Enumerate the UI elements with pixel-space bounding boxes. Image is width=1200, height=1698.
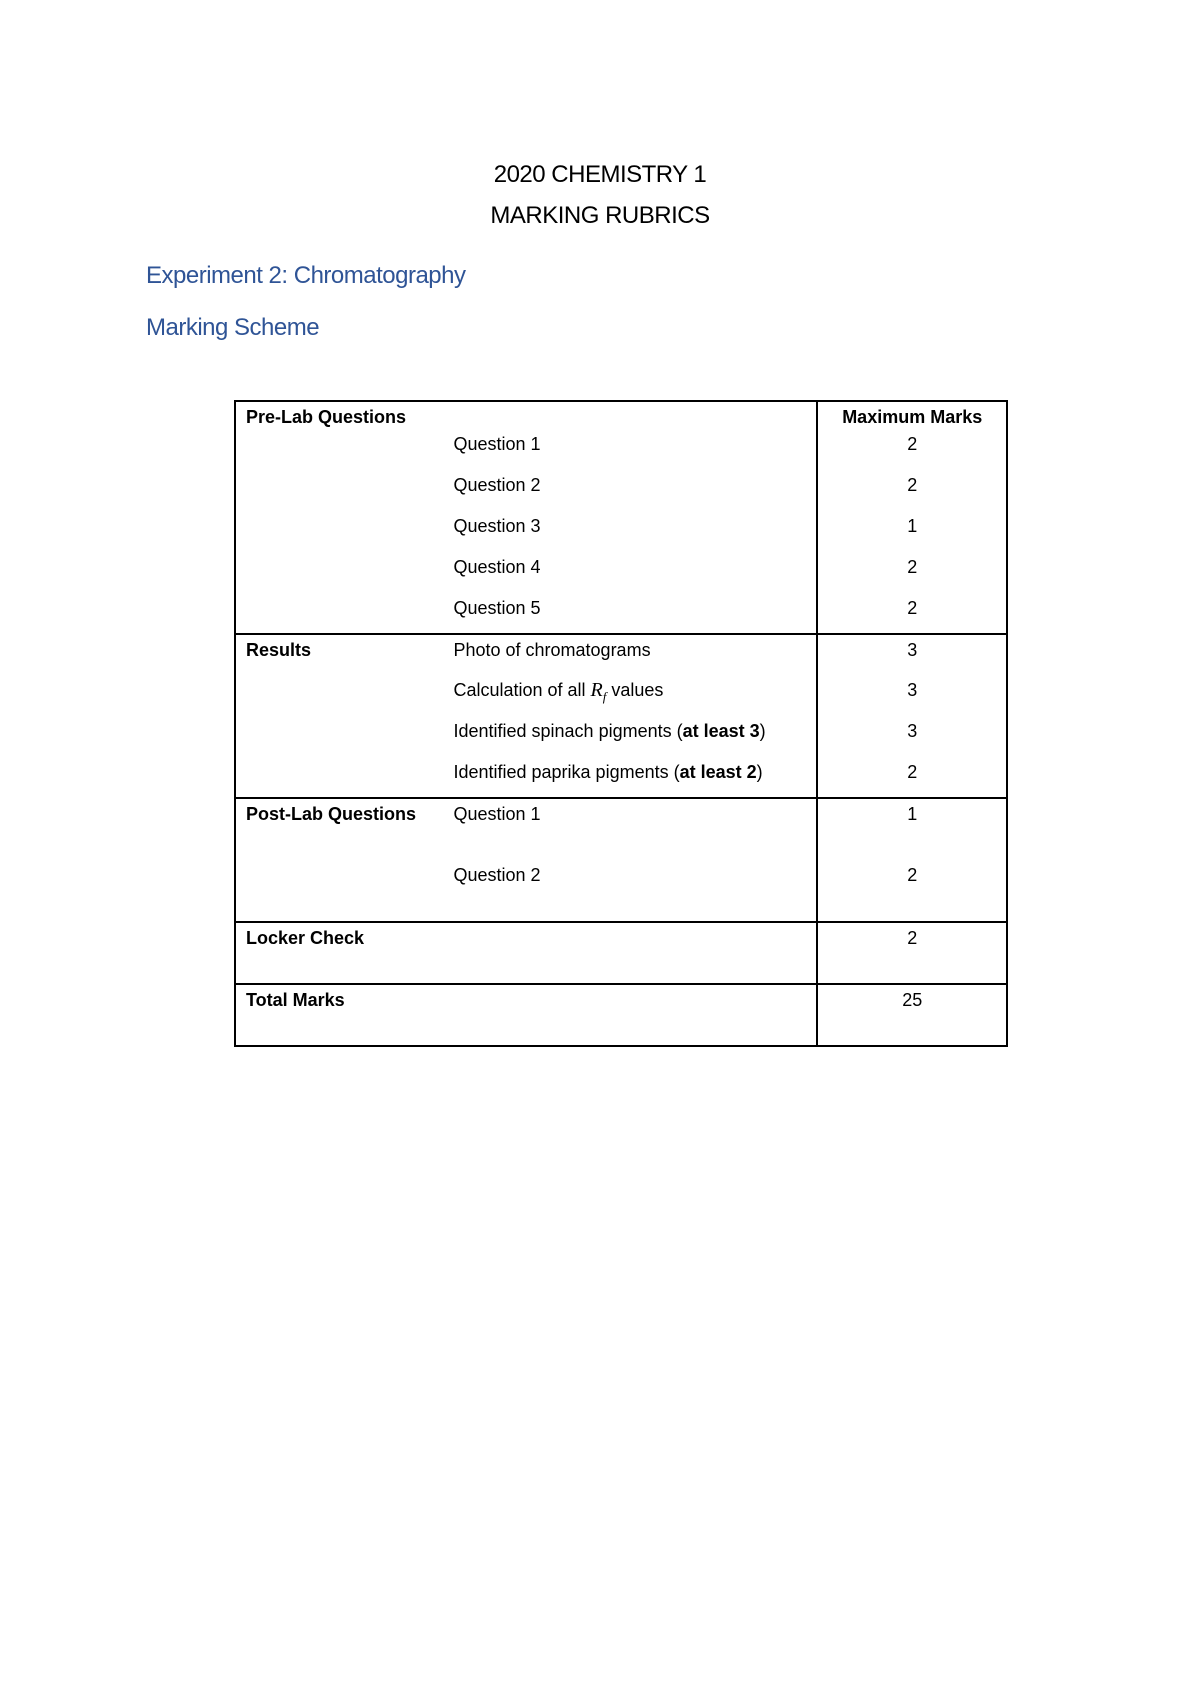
item-mark: 2	[817, 552, 1007, 593]
item-text: Photo of chromatograms	[453, 634, 817, 675]
item-mark: 2	[817, 429, 1007, 470]
header-max-marks: Maximum Marks	[817, 401, 1007, 429]
item-text: Identified spinach pigments (at least 3)	[453, 721, 766, 741]
item-mark: 3	[817, 716, 1007, 757]
document-subtitle: MARKING RUBRICS	[490, 202, 710, 229]
item-mark: 2	[817, 757, 1007, 798]
table-row	[235, 757, 1007, 798]
item-mark: 2	[817, 593, 1007, 634]
table-row	[235, 798, 1007, 860]
item-text: Identified paprika pigments (at least 2)	[453, 762, 763, 782]
table-row	[235, 401, 1007, 429]
total-mark: 25	[817, 984, 1007, 1046]
document-title: 2020 CHEMISTRY 1	[493, 161, 707, 188]
item-mark: 1	[817, 511, 1007, 552]
section-label-total: Total Marks	[235, 984, 453, 1046]
item-text: Question 1	[453, 434, 541, 454]
item-mark: 1	[817, 798, 1007, 860]
table-row	[235, 552, 1007, 593]
item-mark: 3	[817, 675, 1007, 716]
table-row	[235, 675, 1007, 716]
table-row	[235, 429, 1007, 470]
table-row	[235, 470, 1007, 511]
table-row	[235, 593, 1007, 634]
item-text: Question 3	[453, 516, 541, 536]
table-row	[235, 984, 1007, 1046]
scheme-heading: Marking Scheme	[146, 314, 320, 341]
rf-symbol: $R_f$	[590, 679, 607, 704]
table-row	[235, 511, 1007, 552]
table-row	[235, 922, 1007, 984]
marking-table	[234, 400, 1008, 1047]
item-mark: 3	[817, 634, 1007, 675]
item-text: Question 1	[453, 798, 817, 860]
item-mark: 2	[817, 470, 1007, 511]
item-text: Question 2	[453, 865, 541, 885]
section-label-results: Results	[235, 634, 453, 675]
item-text: Question 2	[453, 475, 541, 495]
table-row	[235, 860, 1007, 922]
item-mark: 2	[817, 922, 1007, 984]
section-label-locker: Locker Check	[235, 922, 453, 984]
section-label-postlab: Post-Lab Questions	[235, 798, 453, 860]
item-text: Question 5	[453, 598, 541, 618]
item-mark: 2	[817, 860, 1007, 922]
table-row	[235, 634, 1007, 675]
item-text: Question 4	[453, 557, 541, 577]
experiment-heading: Experiment 2: Chromatography	[146, 262, 466, 289]
table-row	[235, 716, 1007, 757]
item-text: Calculation of all $R_f$ values	[453, 679, 664, 704]
section-label-prelab: Pre-Lab Questions	[235, 401, 453, 429]
